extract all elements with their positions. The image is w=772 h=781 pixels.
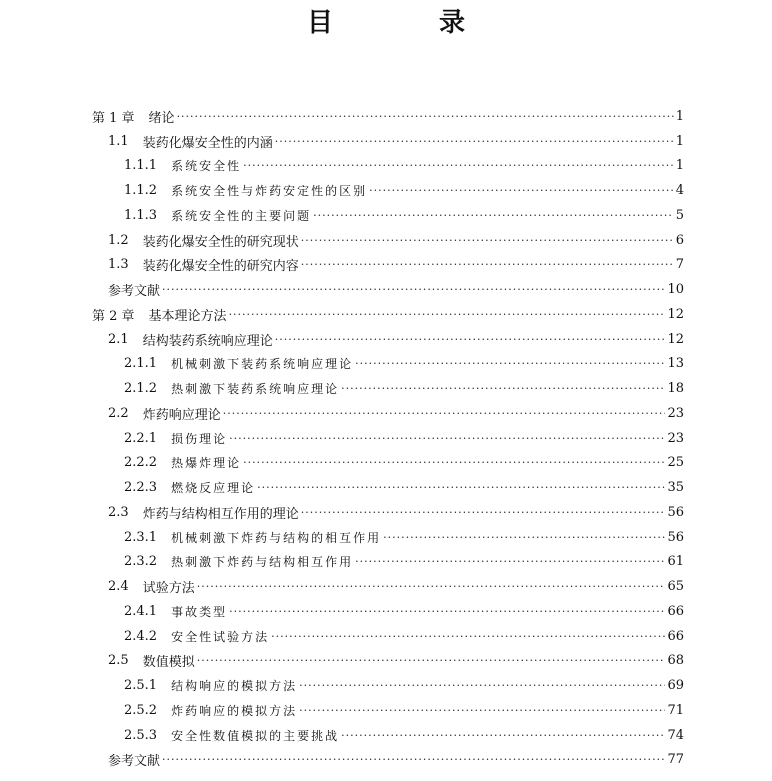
- toc-entry-page: 56: [667, 504, 684, 520]
- dot-leader: [229, 432, 665, 445]
- toc-entry-page: 6: [675, 232, 684, 248]
- toc-entry-page: 68: [667, 653, 684, 669]
- toc-entry-title: 安全性试验方法: [171, 629, 270, 644]
- toc-entry-page: 25: [667, 455, 684, 471]
- toc-entry[interactable]: [108, 327, 684, 352]
- dot-leader: [301, 506, 666, 519]
- toc-entry-page: 65: [667, 579, 684, 595]
- toc-entry[interactable]: [124, 376, 684, 401]
- toc-entry-title: 燃烧反应理论: [171, 481, 256, 496]
- toc-entry-number: 第 2 章: [92, 308, 135, 324]
- toc-entry-title: 系统安全性: [171, 159, 242, 174]
- dot-leader: [271, 630, 665, 643]
- toc-entry[interactable]: [124, 698, 684, 723]
- toc-entry-number: 2.5: [108, 653, 129, 669]
- toc-entry-number: 2.4.1: [124, 603, 158, 619]
- toc-entry-title: 损伤理论: [171, 431, 228, 446]
- toc-entry-number: 2.1.1: [124, 356, 158, 372]
- toc-entry-title: 热刺激下炸药与结构相互作用: [171, 555, 354, 570]
- dot-leader: [275, 333, 666, 346]
- toc-entry[interactable]: [108, 228, 684, 253]
- toc-entry-title: 事故类型: [171, 604, 228, 619]
- toc-entry-title: 炸药响应的模拟方法: [171, 703, 298, 718]
- toc-entry-number: 2.4.2: [124, 628, 158, 644]
- toc-entry-title: 安全性数值模拟的主要挑战: [171, 728, 340, 743]
- toc-entry-number: 2.3.1: [124, 529, 158, 545]
- toc-entry[interactable]: [108, 748, 684, 773]
- dot-leader: [355, 357, 665, 370]
- toc-entry-number: 1.1.1: [124, 158, 158, 174]
- toc-entry-title: 装药化爆安全性的内涵: [142, 135, 273, 151]
- toc-entry[interactable]: [92, 302, 684, 327]
- toc-entry-title: 装药化爆安全性的研究内容: [142, 259, 299, 275]
- dot-leader: [162, 283, 665, 296]
- toc-entry-page: 56: [667, 529, 684, 545]
- toc-entry[interactable]: [124, 352, 684, 377]
- toc-entry-title: 参考文献: [108, 754, 161, 770]
- toc-entry-number: 1.2: [108, 232, 129, 248]
- toc-entry-page: 66: [667, 603, 684, 619]
- dot-leader: [243, 456, 665, 469]
- dot-leader: [223, 407, 666, 420]
- toc-entry-number: 2.2.3: [124, 480, 158, 496]
- toc-entry[interactable]: [92, 104, 684, 129]
- toc-entry[interactable]: [108, 253, 684, 278]
- toc-entry[interactable]: [124, 426, 684, 451]
- dot-leader: [177, 110, 674, 123]
- dot-leader: [299, 704, 665, 717]
- toc-entry-title: 系统安全性与炸药安定性的区别: [171, 184, 368, 199]
- dot-leader: [313, 209, 674, 222]
- toc-entry-page: 61: [667, 554, 684, 570]
- toc-entry-number: 1.3: [108, 257, 129, 273]
- toc-entry-number: 1.1: [108, 133, 129, 149]
- dot-leader: [162, 753, 665, 766]
- toc-entry-number: 第 1 章: [92, 110, 135, 126]
- toc-entry-number: 2.1.2: [124, 381, 158, 397]
- toc-entry-number: 2.2.2: [124, 455, 158, 471]
- toc-entry[interactable]: [108, 649, 684, 674]
- toc-entry-title: 炸药与结构相互作用的理论: [142, 506, 299, 522]
- toc-entry-number: 1.1.3: [124, 207, 158, 223]
- toc-entry-title: 基本理论方法: [148, 308, 227, 324]
- toc-entry-page: 4: [675, 183, 684, 199]
- toc-entry-number: 2.5.2: [124, 702, 158, 718]
- toc-entry-title: 机械刺激下炸药与结构的相互作用: [171, 530, 382, 545]
- toc-entry-title: 试验方法: [142, 581, 195, 597]
- toc-entry[interactable]: [124, 203, 684, 228]
- dot-leader: [243, 159, 674, 172]
- toc-entry[interactable]: [108, 500, 684, 525]
- dot-leader: [229, 308, 666, 321]
- dot-leader: [341, 729, 665, 742]
- toc-entry[interactable]: [108, 277, 684, 302]
- toc-entry-title: 结构装药系统响应理论: [142, 333, 273, 349]
- toc-entry-number: 2.3.2: [124, 554, 158, 570]
- toc-entry-page: 13: [667, 356, 684, 372]
- toc-entry-page: 7: [675, 257, 684, 273]
- toc-entry-page: 1: [675, 108, 684, 124]
- toc-entry-page: 71: [667, 702, 684, 718]
- toc-entry-number: 2.4: [108, 579, 129, 595]
- toc-entry-title: 装药化爆安全性的研究现状: [142, 234, 299, 250]
- toc-entry-title: 数值模拟: [142, 655, 195, 671]
- toc-entry-page: 12: [667, 306, 684, 322]
- toc-entry-number: 1.1.2: [124, 183, 158, 199]
- toc-entry-page: 35: [667, 480, 684, 496]
- toc-entry-title: 热爆炸理论: [171, 456, 242, 471]
- toc-entry[interactable]: [124, 624, 684, 649]
- toc-entry[interactable]: [108, 401, 684, 426]
- toc-entry-page: 1: [675, 158, 684, 174]
- toc-entry-number: 2.1: [108, 331, 129, 347]
- toc-entry[interactable]: [124, 475, 684, 500]
- toc-entry-title: 参考文献: [108, 284, 161, 300]
- toc-entry-number: 2.2: [108, 405, 129, 421]
- dot-leader: [197, 654, 666, 667]
- dot-leader: [299, 679, 665, 692]
- toc-entry-number: 2.5.1: [124, 678, 158, 694]
- toc-entry[interactable]: [124, 599, 684, 624]
- toc-entry-page: 18: [667, 381, 684, 397]
- dot-leader: [341, 382, 665, 395]
- dot-leader: [301, 234, 674, 247]
- toc-entry[interactable]: [108, 129, 684, 154]
- toc-entry-title: 系统安全性的主要问题: [171, 208, 312, 223]
- toc-entry[interactable]: [124, 178, 684, 203]
- toc-entry-number: 2.2.1: [124, 430, 158, 446]
- toc-entry-page: 66: [667, 628, 684, 644]
- toc-entry-page: 23: [667, 405, 684, 421]
- toc-entry-title: 机械刺激下装药系统响应理论: [171, 357, 354, 372]
- toc-entry[interactable]: [124, 525, 684, 550]
- dot-leader: [275, 135, 674, 148]
- toc-entry-number: 2.5.3: [124, 727, 158, 743]
- toc-entry-title: 热刺激下装药系统响应理论: [171, 382, 340, 397]
- toc-entry-page: 74: [667, 727, 684, 743]
- dot-leader: [229, 605, 665, 618]
- toc-entry-number: 2.3: [108, 504, 129, 520]
- toc-entry[interactable]: [124, 451, 684, 476]
- toc-entry-title: 绪论: [148, 110, 175, 126]
- dot-leader: [355, 555, 665, 568]
- toc-entry-page: 69: [667, 678, 684, 694]
- toc-entry-page: 12: [667, 331, 684, 347]
- toc-entry[interactable]: [124, 550, 684, 575]
- toc-entry[interactable]: [124, 154, 684, 179]
- toc-entry-page: 5: [675, 207, 684, 223]
- toc-entry-page: 23: [667, 430, 684, 446]
- dot-leader: [383, 531, 665, 544]
- toc-entry[interactable]: [124, 723, 684, 748]
- toc-entry-page: 77: [667, 752, 684, 768]
- toc-entry-title: 结构响应的模拟方法: [171, 679, 298, 694]
- toc-entry[interactable]: [124, 673, 684, 698]
- toc-entry-title: 炸药响应理论: [142, 407, 221, 423]
- toc-entry-page: 10: [667, 282, 684, 298]
- toc-entry-page: 1: [675, 133, 684, 149]
- dot-leader: [197, 580, 666, 593]
- dot-leader: [369, 184, 674, 197]
- page-title: 目 录: [306, 8, 505, 38]
- toc-entry[interactable]: [108, 574, 684, 599]
- dot-leader: [257, 481, 665, 494]
- dot-leader: [301, 258, 674, 271]
